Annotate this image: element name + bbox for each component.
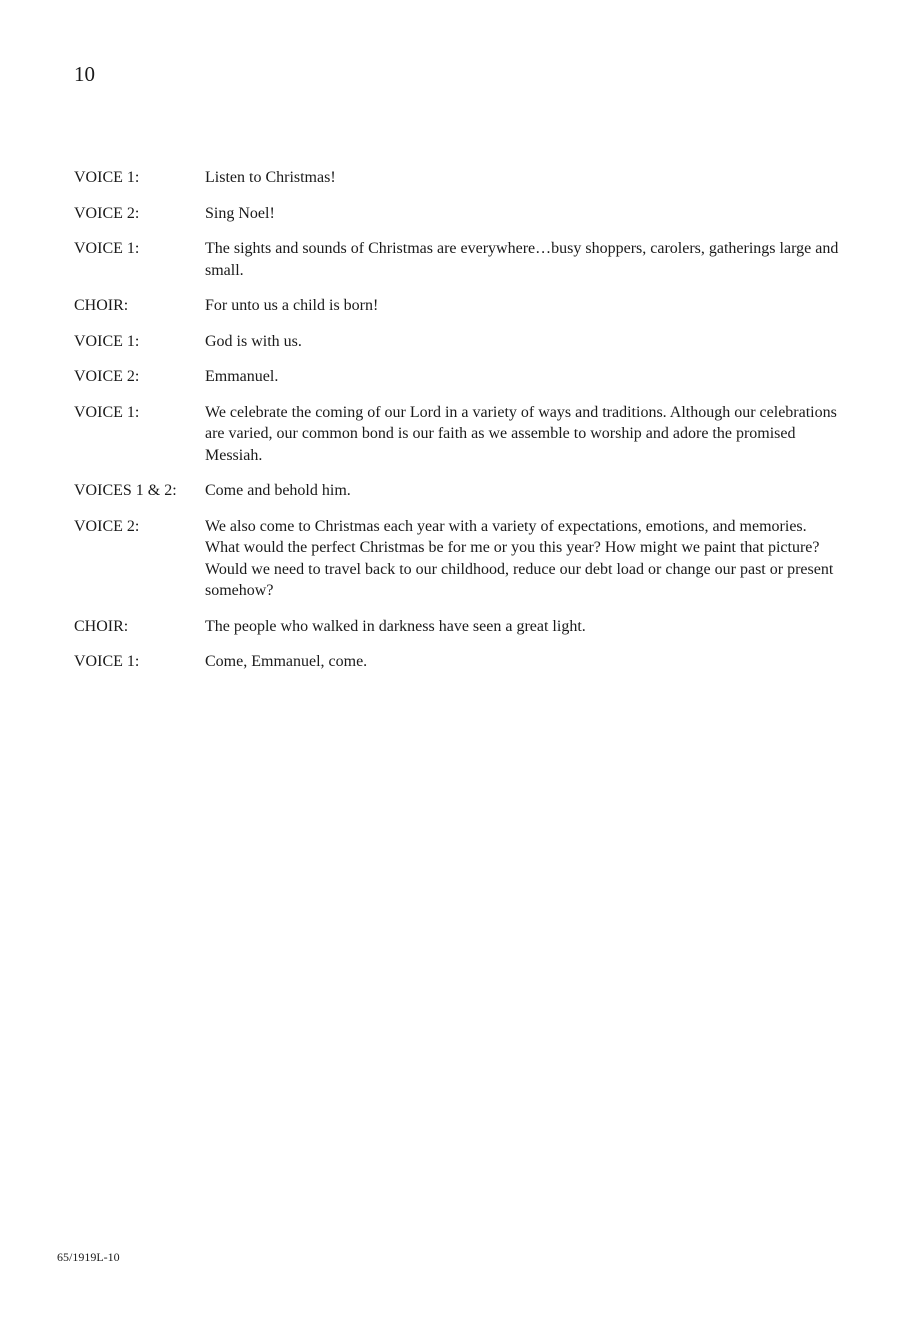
script-line [74,516,844,602]
speaker-label: VOICE 1: [74,653,140,670]
speaker-label: CHOIR: [74,297,129,314]
speaker-label: VOICE 1: [74,240,140,257]
speaker-label: VOICES 1 & 2: [74,482,177,499]
speaker-label: VOICE 2: [74,517,140,535]
line-text: We celebrate the coming of our Lord in a variety of ways and traditions. Although our celebrations are varied, our common bond is our faith as we assemble to worship and adore the promised Messiah. [205,403,837,464]
script-line [74,295,844,317]
speaker-label: VOICE 2: [74,204,140,222]
script-line [74,480,844,502]
line-text: Sing Noel! [205,204,275,222]
line-text: For unto us a child is born! [205,297,379,314]
line-text: God is with us. [205,332,302,350]
speaker-label: CHOIR: [74,617,129,635]
speaker-label: VOICE 1: [74,332,140,350]
catalog-code: 65/1919L-10 [57,1250,120,1264]
script-line [74,331,844,353]
line-text: Come, Emmanuel, come. [205,653,368,670]
line-text: Listen to Christmas! [205,169,336,186]
script-line [74,167,844,189]
line-text: Emmanuel. [205,368,279,385]
script-line [74,203,844,225]
script-line [74,616,844,638]
speaker-label: VOICE 2: [74,368,140,385]
script-line [74,238,844,281]
script-body [74,167,844,687]
line-text: The people who walked in darkness have seen a great light. [205,617,586,635]
line-text: The sights and sounds of Christmas are everywhere…busy shoppers, carolers, gatherings large and small. [205,240,839,279]
speaker-label: VOICE 1: [74,169,140,186]
line-text: Come and behold him. [205,482,351,499]
script-line [74,402,844,467]
script-line [74,651,844,673]
script-line [74,366,844,388]
line-text: We also come to Christmas each year with a variety of expectations, emotions, and memories. What would the perfect Christmas be for me or you this year? How might we paint that picture? Would we need to travel back to our childhood, reduce our debt load or change our past or present somehow? [205,517,834,599]
speaker-label: VOICE 1: [74,403,140,421]
page-number: 10 [74,62,95,86]
